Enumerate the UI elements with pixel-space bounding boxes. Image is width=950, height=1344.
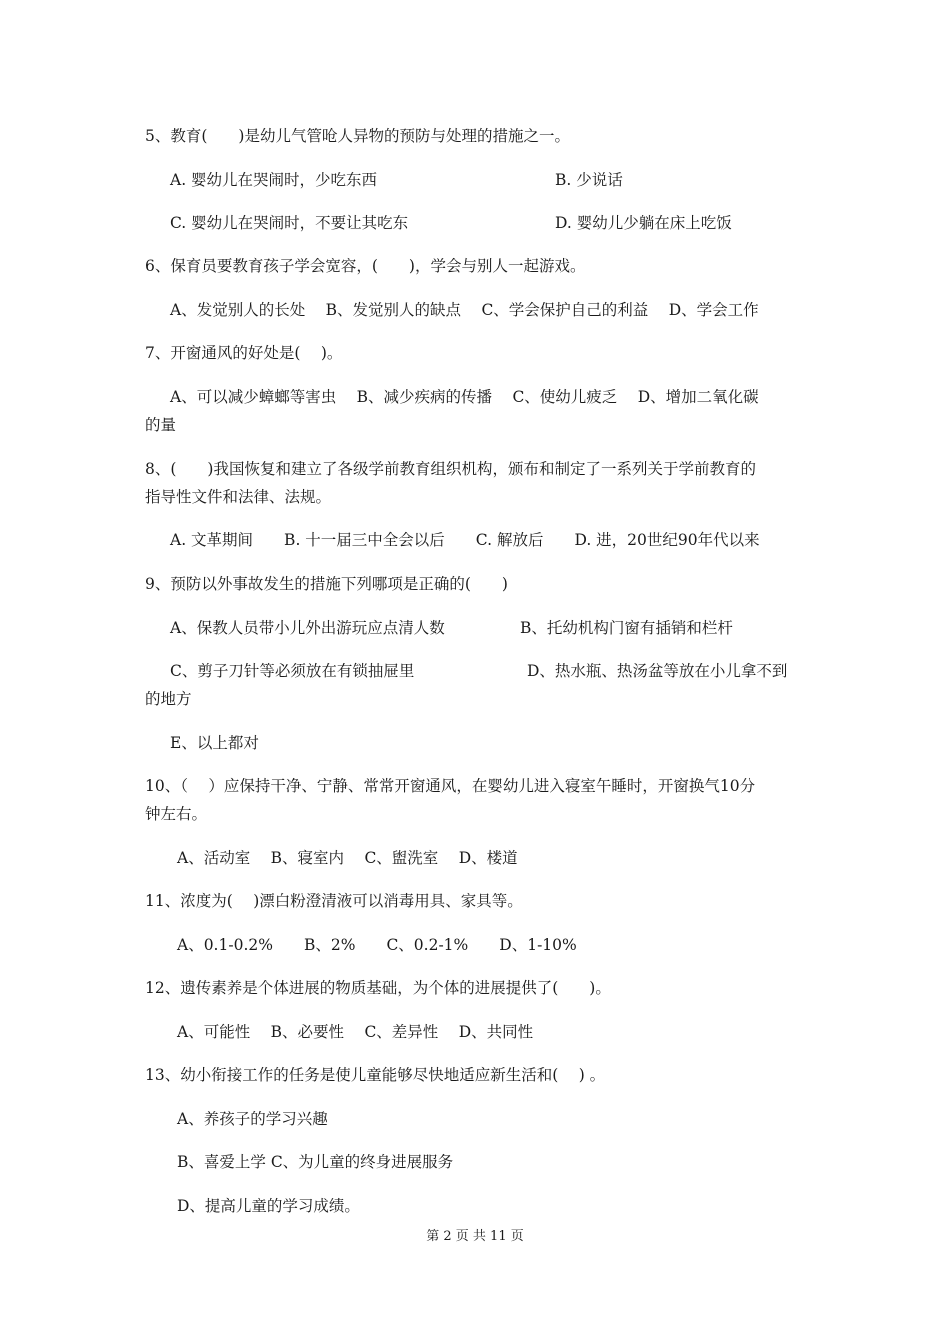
question-9-option-b: B、托幼机构门窗有插销和栏杆 [520,619,733,637]
question-5-option-c: C. 婴幼儿在哭闹时，不要让其吃东 [170,214,409,232]
question-6-options: A、发觉别人的长处 B、发觉别人的缺点 C、学会保护自己的利益 D、学会工作 [170,301,759,319]
question-9-option-c: C、剪子刀针等必须放在有锁抽屉里 [170,662,415,680]
question-12-stem: 12、遗传素养是个体进展的物质基础，为个体的进展提供了( )。 [145,979,611,997]
question-9-stem: 9、预防以外事故发生的措施下列哪项是正确的( ) [145,575,508,593]
question-9-option-a: A、保教人员带小儿外出游玩应点清人数 [170,619,445,637]
question-5-stem: 5、教育( )是幼儿气管呛人异物的预防与处理的措施之一。 [145,127,570,145]
question-13-option-a: A、养孩子的学习兴趣 [177,1110,328,1128]
question-13-option-bc: B、喜爱上学 C、为儿童的终身进展服务 [177,1153,454,1171]
question-9-option-d-continued: 的地方 [145,690,192,708]
question-10-stem: 10、（ ）应保持干净、宁静、常常开窗通风，在婴幼儿进入寝室午睡时，开窗换气10分 [145,777,756,795]
question-11-stem: 11、浓度为( )漂白粉澄清液可以消毒用具、家具等。 [145,892,523,910]
question-6-stem: 6、保育员要教育孩子学会宽容，( )，学会与别人一起游戏。 [145,257,586,275]
question-8-stem: 8、( )我国恢复和建立了各级学前教育组织机构，颁布和制定了一系列关于学前教育的 [145,460,756,478]
question-5-option-d: D. 婴幼儿少躺在床上吃饭 [555,214,732,232]
question-7-stem: 7、开窗通风的好处是( )。 [145,344,343,362]
question-8-stem-continued: 指导性文件和法律、法规。 [145,488,332,506]
question-7-options-continued: 的量 [145,416,177,434]
question-11-options: A、0.1-0.2% B、2% C、0.2-1% D、1-10% [177,936,577,954]
question-5-option-a: A. 婴幼儿在哭闹时，少吃东西 [170,171,378,189]
question-8-options: A. 文革期间 B. 十一届三中全会以后 C. 解放后 D. 进，20世纪90年代以来 [170,531,760,549]
question-9-option-d: D、热水瓶、热汤盆等放在小儿拿不到 [527,662,788,680]
question-7-options: A、可以减少蟑螂等害虫 B、减少疾病的传播 C、使幼儿疲乏 D、增加二氧化碳 [170,388,759,406]
question-5-option-b: B. 少说话 [555,171,623,189]
question-13-stem: 13、幼小衔接工作的任务是使儿童能够尽快地适应新生活和( ) 。 [145,1066,606,1084]
page-number-footer: 第 2 页 共 11 页 [426,1229,524,1244]
question-10-options: A、活动室 B、寝室内 C、盥洗室 D、楼道 [177,849,518,867]
question-9-option-e: E、以上都对 [170,734,259,752]
question-12-options: A、可能性 B、必要性 C、差异性 D、共同性 [177,1023,534,1041]
question-10-stem-continued: 钟左右。 [145,805,208,823]
question-13-option-d: D、提高儿童的学习成绩。 [177,1197,360,1215]
